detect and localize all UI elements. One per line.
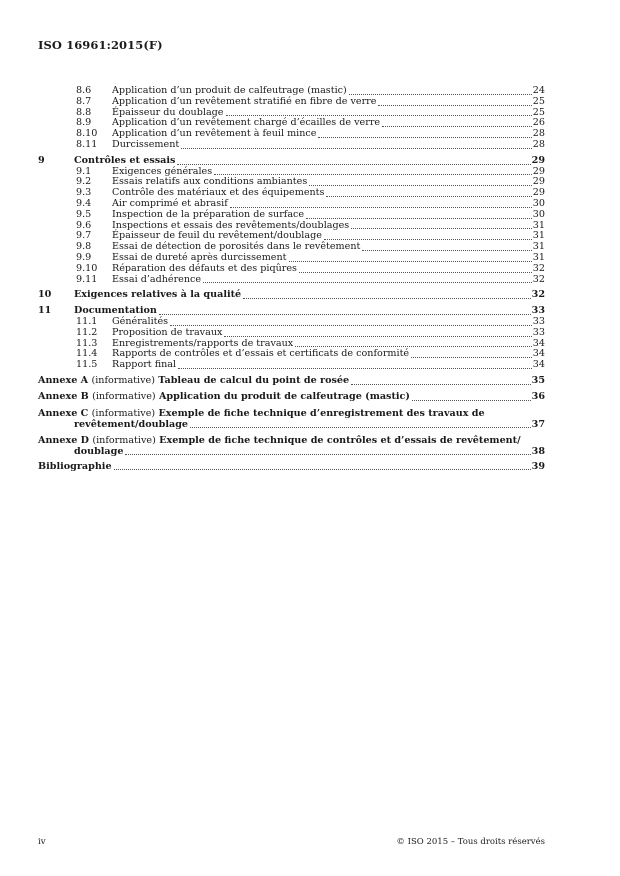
dot-leader: [306, 218, 532, 219]
toc-entry-8-7[interactable]: [38, 97, 545, 108]
toc-page: 32: [532, 262, 545, 274]
toc-title: Proposition de travaux: [112, 326, 223, 338]
toc-title: Application d’un produit de calfeutrage (mastic): [112, 85, 347, 96]
dot-leader: [214, 174, 532, 175]
toc-page: 35: [531, 374, 545, 386]
page-number: iv: [38, 837, 46, 847]
toc-title: Essai de dureté après durcissement: [112, 251, 287, 263]
dot-leader: [299, 272, 532, 273]
dot-leader: [125, 454, 530, 455]
toc-entry-9-11[interactable]: [38, 275, 545, 286]
toc-page: 29: [532, 165, 545, 177]
toc-page: 29: [531, 154, 545, 166]
toc-number: 9.2: [76, 176, 92, 188]
section-11-subitems: [38, 317, 545, 371]
dot-leader: [382, 126, 532, 127]
toc-number: 9.7: [76, 230, 92, 242]
annex-title-cont: revêtement/doublage: [74, 418, 189, 430]
dot-leader: [411, 357, 532, 358]
dot-leader: [159, 314, 531, 315]
table-of-contents: [38, 86, 545, 472]
dot-leader: [170, 325, 532, 326]
toc-number: 8.11: [76, 138, 98, 150]
toc-title: Bibliographie: [38, 460, 112, 472]
toc-title: Épaisseur du doublage: [112, 106, 224, 118]
toc-page: 34: [532, 348, 545, 360]
toc-number: 9.4: [76, 197, 92, 209]
toc-title: Application d’un revêtement chargé d’écailles de verre: [112, 117, 381, 129]
dot-leader: [203, 282, 532, 283]
toc-number: 8.10: [76, 128, 98, 140]
toc-page: 33: [532, 326, 545, 338]
toc-page: 30: [532, 197, 545, 209]
copyright: © ISO 2015 – Tous droits réservés: [396, 837, 545, 847]
toc-number: 9.9: [76, 251, 92, 263]
toc-entry-11-2[interactable]: [38, 328, 545, 339]
toc-number: 9.3: [76, 187, 92, 199]
dot-leader: [230, 207, 532, 208]
dot-leader: [178, 368, 532, 369]
toc-page: 34: [532, 337, 545, 349]
toc-annex-c[interactable]: [38, 408, 545, 430]
toc-number: 9.1: [76, 165, 92, 177]
annex-label: Annexe D (informative) Exemple de fiche technique de contrôles et d’essais de revêtement/: [38, 434, 521, 446]
dot-leader: [318, 137, 531, 138]
toc-bibliography[interactable]: [38, 462, 545, 473]
toc-title: Inspections et essais des revêtements/doublages: [112, 219, 350, 231]
toc-page: 33: [531, 305, 545, 317]
section-8-subitems: [38, 86, 545, 151]
toc-page: 28: [532, 138, 545, 150]
dot-leader: [295, 346, 532, 347]
toc-page: 34: [532, 359, 545, 371]
dot-leader: [224, 336, 531, 337]
toc-number: 8.9: [76, 117, 92, 129]
toc-page: 25: [532, 95, 545, 107]
toc-title: Exigences générales: [112, 165, 213, 177]
dot-leader: [243, 298, 530, 299]
toc-title: Essai d’adhérence: [112, 273, 202, 285]
dot-leader: [177, 164, 530, 165]
toc-section-9[interactable]: [38, 156, 545, 167]
annex-title-cont: doublage: [74, 445, 124, 457]
dot-leader: [351, 384, 531, 385]
toc-title: Inspection de la préparation de surface: [112, 208, 305, 220]
toc-page: 36: [531, 390, 545, 402]
dot-leader: [412, 400, 531, 401]
toc-title: Généralités: [112, 315, 169, 327]
toc-page: 32: [531, 289, 545, 301]
dot-leader: [226, 115, 532, 116]
toc-page: 25: [532, 106, 545, 118]
toc-entry-8-11[interactable]: [38, 140, 545, 151]
toc-annex-b[interactable]: [38, 392, 545, 403]
toc-title: Documentation: [74, 305, 157, 317]
dot-leader: [181, 148, 532, 149]
toc-page: 26: [532, 117, 545, 129]
toc-title: Air comprimé et abrasif: [112, 197, 228, 209]
toc-number: 11.2: [76, 326, 98, 338]
toc-title: Exigences relatives à la qualité: [74, 289, 242, 301]
toc-number: 11.3: [76, 337, 98, 349]
toc-section-10[interactable]: [38, 290, 545, 301]
dot-leader: [378, 105, 531, 106]
toc-number: 9: [38, 154, 45, 166]
toc-title: Essai de détection de porosités dans le revêtement: [112, 241, 361, 253]
toc-page: 39: [531, 460, 545, 472]
dot-leader: [114, 469, 531, 470]
dot-leader: [324, 239, 532, 240]
toc-title: Essais relatifs aux conditions ambiantes: [112, 176, 308, 188]
toc-entry-9-10[interactable]: [38, 264, 545, 275]
toc-page: 31: [532, 230, 545, 242]
toc-entry-9-5[interactable]: [38, 210, 545, 221]
toc-page: 24: [532, 85, 545, 96]
dot-leader: [349, 94, 532, 95]
toc-page: 31: [532, 219, 545, 231]
document-id: ISO 16961:2015(F): [38, 38, 163, 52]
toc-page: 29: [532, 187, 545, 199]
annex-label: Annexe A (informative) Tableau de calcul du point de rosée: [38, 374, 350, 386]
dot-leader: [362, 250, 531, 251]
toc-number: 9.10: [76, 262, 98, 274]
toc-page: 28: [532, 128, 545, 140]
toc-number: 8.7: [76, 95, 92, 107]
dot-leader: [289, 261, 532, 262]
toc-number: 9.6: [76, 219, 92, 231]
page-footer: [38, 837, 545, 847]
toc-number: 9.5: [76, 208, 92, 220]
dot-leader: [351, 228, 532, 229]
toc-title: Enregistrements/rapports de travaux: [112, 337, 294, 349]
toc-number: 9.8: [76, 241, 92, 253]
toc-annex-d[interactable]: [38, 435, 545, 457]
toc-entry-11-5[interactable]: [38, 360, 545, 371]
toc-number: 8.8: [76, 106, 92, 118]
annex-label: Annexe B (informative) Application du produit de calfeutrage (mastic): [38, 390, 410, 402]
toc-page: 30: [532, 208, 545, 220]
toc-annex-a[interactable]: [38, 376, 545, 387]
annex-label: Annexe C (informative) Exemple de fiche technique d’enregistrement des travaux de: [38, 407, 485, 419]
toc-number: 11.4: [76, 348, 98, 360]
toc-page: 32: [532, 273, 545, 285]
toc-number: 9.11: [76, 273, 98, 285]
toc-page: 29: [532, 176, 545, 188]
toc-page: 31: [532, 251, 545, 263]
toc-title: Durcissement: [112, 138, 180, 150]
dot-leader: [309, 185, 532, 186]
section-9-subitems: [38, 167, 545, 286]
toc-title: Contrôle des matériaux et des équipements: [112, 187, 325, 199]
toc-number: 10: [38, 289, 52, 301]
toc-title: Rapport final: [112, 359, 177, 371]
toc-title: Application d’un revêtement à feuil mince: [112, 128, 317, 140]
toc-title: Application d’un revêtement stratifié en fibre de verre: [112, 95, 377, 107]
dot-leader: [326, 196, 531, 197]
toc-title: Rapports de contrôles et d’essais et certificats de conformité: [112, 348, 410, 360]
toc-number: 11.5: [76, 359, 98, 371]
toc-title: Réparation des défauts et des piqûres: [112, 262, 297, 274]
toc-number: 8.6: [76, 85, 92, 96]
toc-page: 31: [532, 241, 545, 253]
toc-page: 37: [531, 418, 545, 430]
toc-title: Épaisseur de feuil du revêtement/doublage: [112, 230, 322, 242]
toc-number: 11: [38, 305, 52, 317]
toc-title: Contrôles et essais: [74, 154, 176, 166]
toc-page: 33: [532, 315, 545, 327]
dot-leader: [190, 427, 531, 428]
toc-page: 38: [531, 445, 545, 457]
toc-number: 11.1: [76, 315, 98, 327]
